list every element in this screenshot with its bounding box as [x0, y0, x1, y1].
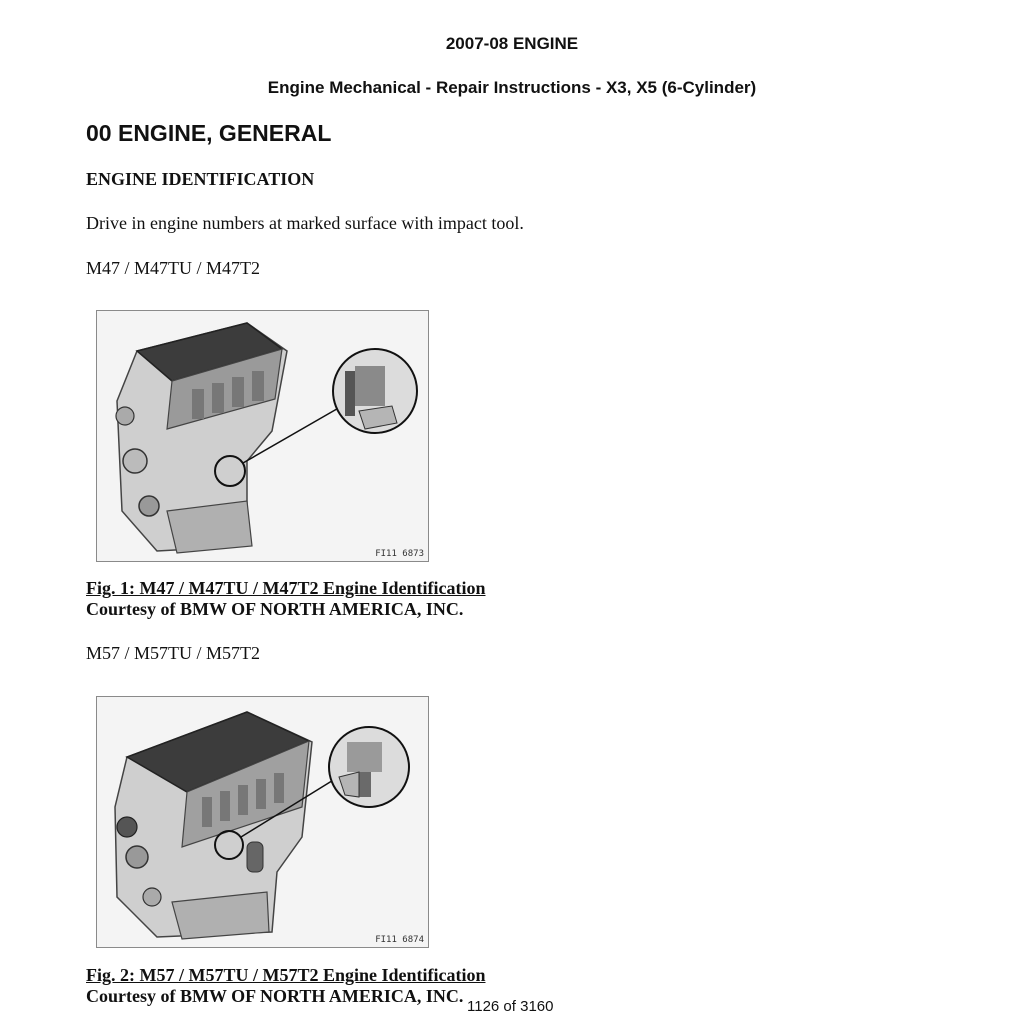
- model-label-m47: M47 / M47TU / M47T2: [86, 258, 261, 278]
- figure-caption: [86, 965, 486, 1007]
- engine-figure-m47: [96, 310, 429, 562]
- figure-caption-courtesy: Courtesy of BMW OF NORTH AMERICA, INC.: [86, 599, 464, 619]
- engine-illustration-m57: [97, 697, 428, 947]
- document-title: 2007-08 ENGINE: [445, 34, 579, 53]
- engine-figure-m57: [96, 696, 429, 948]
- document-subtitle: Engine Mechanical - Repair Instructions - X3, X5 (6-Cylinder): [267, 78, 757, 97]
- page-counter: 1126 of 3160: [467, 998, 554, 1015]
- figure-caption-courtesy: Courtesy of BMW OF NORTH AMERICA, INC.: [86, 986, 464, 1006]
- engine-identification-heading: ENGINE IDENTIFICATION: [86, 169, 315, 189]
- figure-code: FI11 6874: [375, 935, 424, 945]
- figure-caption-title: Fig. 2: M57 / M57TU / M57T2 Engine Identification: [86, 965, 486, 985]
- model-label-m57: M57 / M57TU / M57T2: [86, 643, 261, 663]
- figure-caption-title: Fig. 1: M47 / M47TU / M47T2 Engine Identification: [86, 578, 486, 598]
- engine-illustration-m47: [97, 311, 428, 561]
- figure-code: FI11 6873: [375, 549, 424, 559]
- figure-caption: [86, 578, 486, 620]
- section-heading: 00 ENGINE, GENERAL: [86, 120, 332, 146]
- instruction-text: Drive in engine numbers at marked surface with impact tool.: [86, 213, 524, 233]
